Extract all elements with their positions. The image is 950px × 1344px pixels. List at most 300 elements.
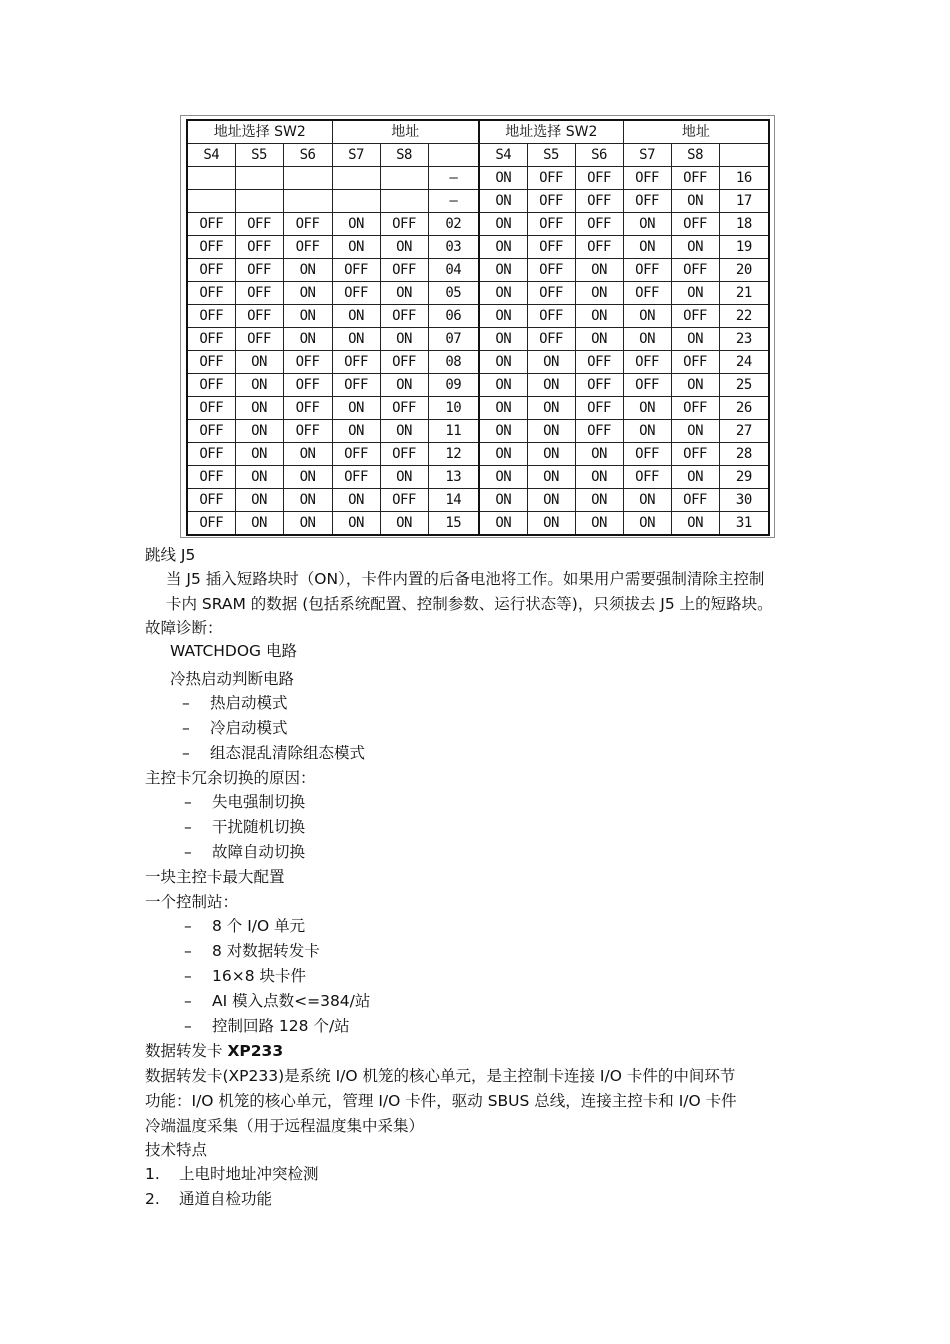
table-cell-text: OFF [683,307,707,324]
redundancy-item [184,792,305,812]
table-cell-text: 26 [735,399,752,416]
table-cell-text: OFF [344,284,368,301]
table-cell [527,189,575,212]
table-cell [187,465,235,488]
table-cell [719,442,769,465]
table-cell-text: ON [639,399,655,416]
diagnosis-subitem [182,693,288,713]
table-cell-text: 05 [445,284,462,301]
table-cell-text: ON [348,238,364,255]
station-item-io-units: 8 个 I/O 单元 [212,917,306,935]
table-cell [332,511,380,535]
table-cell [575,488,623,511]
table-cell-text: ON [495,238,512,255]
table-cell-text: ON [396,514,412,531]
table-cell-text: OFF [587,169,611,186]
table-cell-text: OFF [199,330,224,347]
table-cell-text: – [449,169,458,186]
table-cell [671,465,719,488]
bullet-dash: – [184,1017,192,1035]
table-cell-text: ON [639,422,655,439]
table-row [187,419,769,442]
xp233-title [145,1041,283,1061]
table-cell [332,350,380,373]
table-cell-text: OFF [295,376,320,393]
table-cell-text: ON [495,284,512,301]
bullet-dash: – [184,793,192,811]
table-cell [623,281,671,304]
table-cell [623,304,671,327]
table-cell-text: ON [543,376,559,393]
table-cell [187,120,332,144]
table-header-row [187,120,769,144]
table-cell [719,488,769,511]
table-cell-text: OFF [392,491,416,508]
table-cell-text: OFF [635,376,659,393]
table-cell [283,212,332,235]
table-cell [428,235,479,258]
table-row [187,488,769,511]
table-cell [719,144,769,167]
table-cell [671,327,719,350]
table-cell [479,235,527,258]
table-cell-text: 27 [735,422,752,439]
table-cell-text: 15 [445,514,462,531]
bullet-dash: – [182,744,190,762]
table-cell-text: 12 [445,445,462,462]
table-cell-text: ON [348,215,364,232]
redundancy-item [184,842,305,862]
xp233-paragraph-1: 数据转发卡(XP233)是系统 I/O 机笼的核心单元，是主控制卡连接 I/O 卡件的中间环节 [145,1067,736,1085]
table-cell [235,235,283,258]
table-cell-text: OFF [199,238,224,255]
table-cell-text: 31 [735,514,752,531]
table-cell [428,258,479,281]
table-cell-text: OFF [587,353,611,370]
table-cell [428,167,479,190]
table-cell [527,350,575,373]
table-cell [332,167,380,190]
table-row [187,235,769,258]
table-cell [671,511,719,535]
bullet-dash: – [184,967,192,985]
bullet-dash: – [182,694,190,712]
table-cell [479,167,527,190]
diagnosis-subitem [182,743,365,763]
table-cell [479,144,527,167]
table-cell-text: OFF [199,468,224,485]
table-cell [332,327,380,350]
table-cell-text: OFF [199,445,224,462]
table-row [187,212,769,235]
table-cell-text: ON [396,376,412,393]
table-cell-text: OFF [392,307,416,324]
table-cell [527,281,575,304]
table-cell-text: OFF [199,215,224,232]
table-cell [380,396,428,419]
table-cell [187,396,235,419]
table-row [187,465,769,488]
table-cell-text: ON [495,169,512,186]
table-cell-text: ON [299,491,316,508]
table-cell-text: OFF [247,238,271,255]
table-cell [332,235,380,258]
table-cell-text: 07 [445,330,462,347]
table-cell [187,373,235,396]
table-cell-text: OFF [295,215,320,232]
table-cell-text: S6 [299,147,316,163]
table-cell [479,511,527,535]
table-cell [283,189,332,212]
table-cell [428,465,479,488]
table-cell-text: ON [543,353,559,370]
table-cell-text: 02 [445,215,462,232]
station-item-control-loops: 控制回路 128 个/站 [212,1017,350,1035]
table-cell [671,167,719,190]
table-cell-text: S7 [348,147,364,163]
table-cell [479,120,623,144]
table-cell-text: 13 [445,468,462,485]
table-cell-text: OFF [635,261,659,278]
table-cell-text: ON [543,422,559,439]
table-cell-text: ON [591,468,607,485]
table-cell-text: OFF [199,307,224,324]
table-cell [187,511,235,535]
table-cell-text: ON [299,468,316,485]
table-cell [283,235,332,258]
table-cell-text: ON [687,514,703,531]
table-cell [671,235,719,258]
table-row [187,327,769,350]
table-row [187,258,769,281]
bullet-dash: – [184,917,192,935]
table-cell [719,327,769,350]
table-cell [187,167,235,190]
table-cell [283,144,332,167]
table-cell [527,144,575,167]
table-cell [623,212,671,235]
table-cell [332,258,380,281]
table-cell [187,304,235,327]
table-cell [380,144,428,167]
redundancy-item-power: 失电强制切换 [212,793,306,811]
table-row [187,511,769,535]
table-cell-text: ON [591,261,607,278]
table-cell-text: OFF [392,215,416,232]
table-cell-text: OFF [683,491,707,508]
xp233-title-model: XP233 [227,1042,284,1060]
table-cell [575,327,623,350]
xp233-title-prefix: 数据转发卡 [145,1042,228,1060]
table-cell-text: 23 [735,330,752,347]
table-cell [235,488,283,511]
table-cell [575,281,623,304]
table-cell [623,350,671,373]
bullet-dash: – [184,818,192,836]
max-config-title: 一块主控卡最大配置 [145,868,285,886]
table-cell [527,373,575,396]
table-cell [235,511,283,535]
table-cell-text: ON [591,491,607,508]
table-cell-text: ON [299,284,316,301]
table-cell-text: 16 [735,169,752,186]
bullet-dash: – [184,992,192,1010]
table-cell-text: ON [396,284,412,301]
table-cell [187,419,235,442]
table-cell-text: ON [495,468,512,485]
table-cell-text: ON [591,330,607,347]
diagnosis-subitem-config: 组态混乱清除组态模式 [210,744,366,762]
table-cell-text: OFF [539,192,563,209]
table-cell [380,373,428,396]
table-cell [283,419,332,442]
table-cell-text: ON [396,238,412,255]
table-cell-text: OFF [635,169,659,186]
table-cell [479,212,527,235]
table-cell [283,350,332,373]
table-cell [332,304,380,327]
table-cell-text: OFF [199,376,224,393]
table-cell-text: 04 [445,261,462,278]
table-cell [479,488,527,511]
table-cell-text: 06 [445,307,462,324]
table-cell [671,212,719,235]
table-cell-text: ON [687,376,703,393]
table-cell-text: ON [495,215,512,232]
table-cell-text: S4 [203,147,220,163]
table-cell-text: ON [251,514,267,531]
table-cell [428,511,479,535]
table-cell-text: OFF [539,238,563,255]
table-cell-text: 21 [735,284,752,301]
table-cell [428,144,479,167]
table-cell-text: ON [299,514,316,531]
table-cell [719,212,769,235]
table-cell [428,350,479,373]
table-cell-text: OFF [295,238,320,255]
table-cell [235,304,283,327]
table-cell [380,189,428,212]
table-cell-text: 18 [735,215,752,232]
diagnosis-title: 故障诊断： [145,619,223,637]
tech-item [145,1164,319,1184]
table-cell [719,281,769,304]
table-cell-text: ON [639,215,655,232]
table-cell [719,304,769,327]
xp233-paragraph-3: 冷端温度采集（用于远程温度集中采集） [145,1117,425,1135]
table-cell [575,419,623,442]
station-item-cards: 16×8 块卡件 [212,967,306,985]
station-item [184,966,306,986]
table-row [187,350,769,373]
table-cell [187,327,235,350]
table-cell [527,327,575,350]
table-cell [283,396,332,419]
table-cell [527,511,575,535]
table-cell [235,419,283,442]
table-cell-text: OFF [199,399,224,416]
table-cell [479,281,527,304]
table-cell-text: ON [639,514,655,531]
table-cell [283,465,332,488]
table-cell-text: 地址 [681,124,710,140]
table-cell [623,327,671,350]
table-cell [380,212,428,235]
table-cell-text: ON [299,330,316,347]
table-cell [623,120,769,144]
table-cell-text: 30 [735,491,752,508]
table-cell-text: OFF [199,514,224,531]
table-cell [187,212,235,235]
table-cell-text: OFF [635,284,659,301]
table-cell-text: OFF [247,215,271,232]
table-cell [235,327,283,350]
table-cell-text: ON [687,468,703,485]
jumper-paragraph-line-2: 卡内 SRAM 的数据 (包括系统配置、控制参数、运行状态等)，只须拔去 J5 上的短路块。 [166,595,773,613]
table-cell-text: ON [687,330,703,347]
table-cell-text: ON [495,491,512,508]
table-cell [332,144,380,167]
table-cell [479,327,527,350]
table-cell-text: ON [639,307,655,324]
table-cell [527,442,575,465]
table-cell [187,442,235,465]
table-cell-text: ON [251,376,267,393]
table-row [187,373,769,396]
table-cell-text: ON [687,238,703,255]
table-cell-text: 22 [735,307,752,324]
table-row [187,396,769,419]
table-row [187,304,769,327]
table-cell-text: ON [495,445,512,462]
station-item [184,916,305,936]
table-cell [527,396,575,419]
table-cell [623,373,671,396]
table-cell [623,511,671,535]
table-cell-text: OFF [587,422,611,439]
table-cell-text: ON [495,376,512,393]
table-cell-text: ON [251,491,267,508]
table-cell-text: ON [251,422,267,439]
table-cell [187,281,235,304]
table-cell [671,304,719,327]
table-cell [235,396,283,419]
table-cell-text: 14 [445,491,462,508]
table-cell [187,258,235,281]
table-cell [671,373,719,396]
table-cell-text: 28 [735,445,752,462]
table-cell [332,281,380,304]
table-cell-text: 地址 [391,124,420,140]
table-cell-text: ON [543,468,559,485]
table-cell-text: 11 [445,422,462,439]
table-cell [380,442,428,465]
table-cell-text: S8 [687,147,703,163]
table-cell [283,281,332,304]
station-item [184,991,370,1011]
table-cell-text: OFF [539,330,563,347]
table-cell [428,488,479,511]
table-cell-text: OFF [683,261,707,278]
table-cell [527,258,575,281]
table-cell [235,212,283,235]
diagnosis-item-cold-hot: 冷热启动判断电路 [170,670,295,688]
table-cell-text: 25 [735,376,752,393]
table-cell [719,350,769,373]
table-cell [527,235,575,258]
table-cell [380,167,428,190]
table-cell [575,442,623,465]
table-cell-text: OFF [539,261,563,278]
table-cell [380,327,428,350]
station-title: 一个控制站： [145,893,239,911]
table-cell-text: OFF [683,353,707,370]
table-cell [428,189,479,212]
table-cell [235,465,283,488]
table-cell [479,373,527,396]
table-cell [479,304,527,327]
table-cell [479,442,527,465]
table-cell-text: OFF [683,399,707,416]
table-cell-text: S8 [396,147,412,163]
table-cell-text: ON [543,445,559,462]
table-cell [575,465,623,488]
station-item-transfer-cards: 8 对数据转发卡 [212,942,320,960]
table-cell [671,144,719,167]
table-cell-text: OFF [683,445,707,462]
table-cell [187,235,235,258]
table-cell-text: ON [251,445,267,462]
table-cell [380,465,428,488]
table-cell-text: OFF [295,422,320,439]
table-cell [332,465,380,488]
table-cell [623,419,671,442]
table-cell [187,488,235,511]
table-cell-text: OFF [392,445,416,462]
table-cell-text: ON [543,514,559,531]
table-cell [332,419,380,442]
table-cell-text: ON [591,514,607,531]
table-cell [719,258,769,281]
table-cell-text: OFF [587,376,611,393]
diagnosis-subitem-hot: 热启动模式 [210,694,288,712]
table-cell [527,419,575,442]
table-row [187,167,769,190]
table-cell-text: S5 [251,147,267,163]
table-cell-text: OFF [539,284,563,301]
table-cell [671,258,719,281]
table-cell [527,488,575,511]
table-cell-text: ON [495,330,512,347]
table-cell [527,465,575,488]
table-cell [671,419,719,442]
table-cell [235,350,283,373]
table-cell-text: 地址选择 SW2 [213,124,306,140]
table-cell [575,167,623,190]
table-cell-text: OFF [344,261,368,278]
table-cell [187,189,235,212]
table-cell [380,281,428,304]
table-cell [235,189,283,212]
table-cell-text: ON [348,399,364,416]
table-cell-text: ON [495,261,512,278]
table-cell [527,212,575,235]
table-cell-text: ON [251,353,267,370]
table-cell [332,373,380,396]
table-cell-text: OFF [199,284,224,301]
table-cell-text: ON [687,192,703,209]
table-cell-text: ON [396,330,412,347]
